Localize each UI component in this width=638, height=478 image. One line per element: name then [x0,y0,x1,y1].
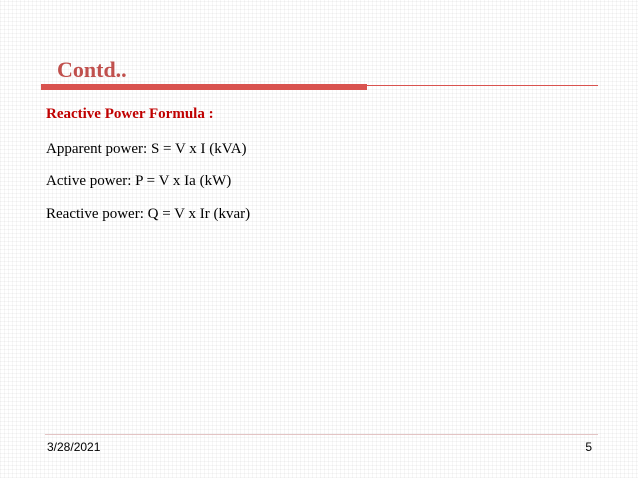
formula-reactive-power: Reactive power: Q = V x Ir (kvar) [46,206,251,222]
footer-divider [45,434,598,435]
footer-date: 3/28/2021 [47,440,101,454]
title-accent-rule [41,84,367,90]
slide-title: Contd.. [57,57,127,82]
formula-active-power: Active power: P = V x Ia (kW) [46,173,232,189]
page-number: 5 [585,440,592,454]
formula-apparent-power: Apparent power: S = V x I (kVA) [46,141,247,157]
title-divider-rule [367,85,598,86]
section-heading: Reactive Power Formula : [46,106,214,122]
